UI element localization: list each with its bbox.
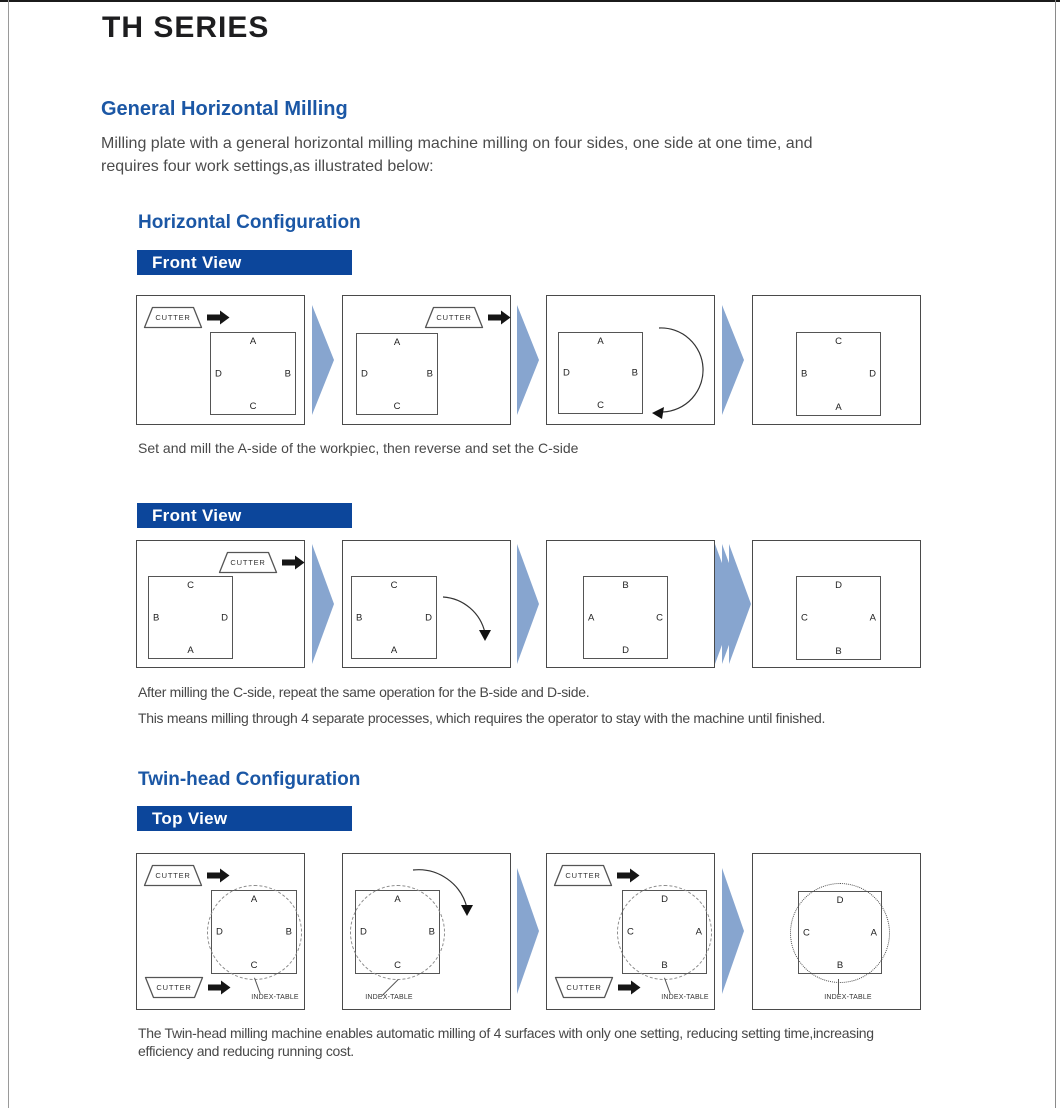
intro-paragraph (101, 132, 813, 178)
side-label-left: B (153, 612, 160, 623)
intro-line-1: Milling plate with a general horizontal milling machine milling on four sides, one side at one time, and (101, 135, 813, 152)
side-label-left: B (356, 612, 363, 623)
side-label-right: B (426, 368, 433, 380)
side-label-left: D (215, 368, 222, 379)
cutter-feed-arrow-icon (282, 555, 305, 570)
step-arrow-icon (517, 868, 539, 994)
cutter-icon (144, 976, 204, 999)
cutter-top-right (424, 306, 511, 329)
side-label-bottom: A (835, 402, 842, 413)
index-table-circle (617, 885, 712, 980)
cutter-label: CUTTER (566, 983, 602, 992)
side-label-top: A (393, 337, 401, 348)
top-border-line (0, 0, 1060, 2)
side-label-left: A (588, 612, 595, 623)
step-arrow-icon (517, 544, 539, 664)
side-label-top: C (390, 580, 398, 591)
side-label-bottom: B (835, 646, 842, 657)
side-label-left: D (360, 926, 367, 938)
workpiece-square (351, 576, 437, 659)
cutter-top-right (218, 551, 305, 574)
cutter-icon (554, 976, 614, 999)
cutter-label: CUTTER (436, 313, 472, 322)
side-label-top: B (622, 580, 629, 591)
side-label-bottom: C (394, 960, 401, 971)
caption-top-view-line-1: The Twin-head milling machine enables automatic milling of 4 surfaces with only one setting, reducing setting time,increasing (138, 1025, 874, 1041)
cutter-icon (143, 306, 203, 329)
side-label-top: A (250, 894, 258, 905)
diagram-panel (136, 295, 305, 425)
diagram-panel (752, 853, 921, 1010)
side-label-bottom: A (187, 645, 194, 656)
index-table-circle (207, 885, 302, 980)
side-label-right: A (695, 926, 702, 938)
side-label-bottom: B (661, 960, 668, 971)
side-label-right: B (428, 926, 435, 938)
side-label-right: D (425, 612, 432, 623)
workpiece-square (356, 333, 438, 415)
side-label-bottom: D (622, 645, 629, 656)
intro-line-2: requires four work settings,as illustrated below: (101, 158, 434, 175)
cutter-bottom-left (144, 976, 231, 999)
index-table-leader-line (838, 979, 839, 994)
side-label-bottom: C (597, 400, 604, 411)
side-label-right: B (284, 368, 291, 379)
diagram-panel (546, 295, 715, 425)
step-arrow-icon (312, 544, 334, 664)
index-table-label: INDEX-TABLE (824, 994, 872, 1001)
side-label-left: D (216, 926, 223, 938)
page-title: TH SERIES (102, 11, 270, 44)
step-arrow-icon (312, 305, 334, 415)
triple-step-arrow-icon (715, 544, 751, 664)
workpiece-square (210, 332, 296, 415)
side-label-top: A (394, 894, 401, 905)
side-label-left: D (361, 368, 368, 380)
top-view-banner: Top View (137, 806, 352, 831)
index-table-label: INDEX-TABLE (661, 994, 709, 1001)
diagram-panel (342, 853, 511, 1010)
cutter-feed-arrow-icon (207, 868, 230, 883)
side-label-bottom: B (836, 960, 844, 971)
side-label-top: D (661, 894, 668, 905)
left-border-line (8, 0, 9, 1108)
cutter-icon (218, 551, 278, 574)
cutter-top-left (143, 864, 230, 887)
diagram-panel (136, 853, 305, 1010)
side-label-right: D (221, 612, 228, 623)
cutter-label: CUTTER (156, 983, 192, 992)
caption-front-view-2-line-1: After milling the C-side, repeat the same operation for the B-side and D-side. (138, 684, 590, 700)
rotation-arrow-icon (439, 591, 499, 643)
cutter-label: CUTTER (155, 871, 191, 880)
rotation-arrow-icon (407, 860, 479, 920)
side-label-bottom: C (250, 960, 258, 971)
side-label-bottom: A (390, 645, 398, 656)
diagram-panel (752, 540, 921, 668)
side-label-top: A (249, 336, 257, 347)
index-table-leader-line (664, 978, 671, 994)
cutter-icon (424, 306, 484, 329)
front-view-banner-1: Front View (137, 250, 352, 275)
diagram-row-front-view-2 (136, 540, 921, 668)
cutter-bottom-left (554, 976, 641, 999)
cutter-icon (143, 864, 203, 887)
front-view-banner-2: Front View (137, 503, 352, 528)
diagram-panel (752, 295, 921, 425)
side-label-top: C (835, 336, 842, 347)
cutter-icon (553, 864, 613, 887)
diagram-panel (546, 540, 715, 668)
side-label-top: D (835, 580, 842, 591)
side-label-bottom: C (393, 401, 401, 412)
side-label-right: A (870, 927, 877, 938)
cutter-feed-arrow-icon (618, 980, 641, 995)
subsection-heading-twin-head-configuration: Twin-head Configuration (138, 769, 361, 790)
side-label-left: C (803, 927, 810, 938)
side-label-top: A (597, 336, 604, 347)
rotation-arrow-icon (647, 324, 709, 426)
cutter-feed-arrow-icon (488, 310, 511, 325)
side-label-right: C (656, 612, 663, 623)
cutter-feed-arrow-icon (207, 310, 230, 325)
side-label-bottom: C (249, 401, 257, 412)
side-label-right: B (631, 367, 638, 379)
workpiece-square (796, 332, 881, 416)
diagram-panel (342, 540, 511, 668)
diagram-row-top-view (136, 853, 921, 1010)
diagram-panel (136, 540, 305, 668)
workpiece-square (796, 576, 881, 660)
side-label-left: D (563, 367, 570, 379)
cutter-label: CUTTER (155, 313, 191, 322)
caption-front-view-1: Set and mill the A-side of the workpiec, then reverse and set the C-side (138, 440, 579, 456)
cutter-top-left (143, 306, 230, 329)
workpiece-square (583, 576, 668, 659)
index-table-label: INDEX-TABLE (251, 994, 299, 1001)
diagram-row-front-view-1 (136, 295, 921, 425)
workpiece-square (558, 332, 643, 414)
subsection-heading-horizontal-configuration: Horizontal Configuration (138, 212, 361, 233)
side-label-left: B (801, 368, 808, 380)
index-table-label: INDEX-TABLE (365, 994, 413, 1001)
side-label-left: C (627, 926, 634, 938)
side-label-right: B (285, 926, 292, 938)
side-label-right: D (869, 368, 876, 380)
side-label-top: C (187, 580, 194, 591)
step-arrow-icon (722, 868, 744, 994)
workpiece-square (148, 576, 233, 659)
side-label-top: D (836, 895, 844, 906)
cutter-top-left (553, 864, 640, 887)
step-arrow-icon (722, 305, 744, 415)
diagram-panel (546, 853, 715, 1010)
cutter-feed-arrow-icon (208, 980, 231, 995)
caption-top-view-line-2: efficiency and reducing running cost. (138, 1043, 354, 1059)
step-arrow-icon (517, 305, 539, 415)
cutter-feed-arrow-icon (617, 868, 640, 883)
index-table-circle (790, 883, 890, 983)
cutter-label: CUTTER (230, 558, 266, 567)
index-table-leader-line (254, 978, 261, 994)
right-border-line (1055, 0, 1056, 1108)
side-label-left: C (801, 612, 808, 624)
side-label-right: A (869, 612, 876, 624)
diagram-panel (342, 295, 511, 425)
section-heading: General Horizontal Milling (101, 98, 348, 120)
caption-front-view-2-line-2: This means milling through 4 separate processes, which requires the operator to stay with the machine until finished. (138, 710, 826, 726)
cutter-label: CUTTER (565, 871, 601, 880)
